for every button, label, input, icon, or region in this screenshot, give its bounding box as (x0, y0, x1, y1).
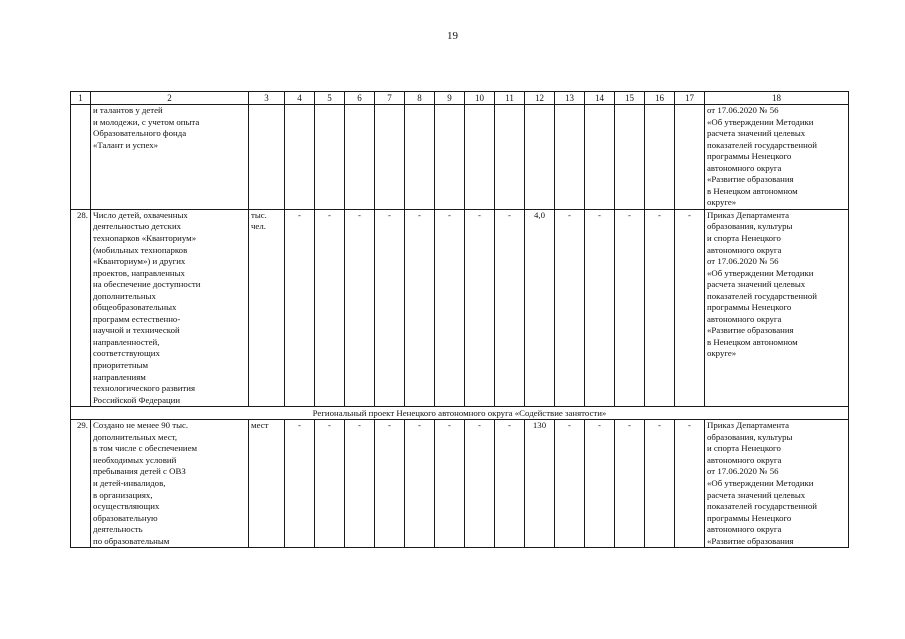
value-cell: - (435, 420, 465, 548)
value-cell (615, 105, 645, 210)
value-cell: - (315, 209, 345, 406)
column-header: 12 (525, 92, 555, 105)
source-document: Приказ Департамента образования, культуры и спорта Ненецкого автономного округа от 17.06.2020 № 56 «Об утверждении Методики расчета значений целевых показателей государственной программы Ненецкого автономного округа «Развитие образования (705, 420, 849, 548)
value-cell: - (285, 420, 315, 548)
value-cell: - (405, 420, 435, 548)
value-cell: - (495, 420, 525, 548)
value-cell (495, 105, 525, 210)
value-cell: - (435, 209, 465, 406)
table-row (71, 420, 849, 548)
value-cell: - (645, 420, 675, 548)
header-row (71, 92, 849, 105)
value-cell (435, 105, 465, 210)
value-cell: - (345, 420, 375, 548)
value-cell (405, 105, 435, 210)
indicators-table (70, 91, 849, 548)
value-cell: - (555, 209, 585, 406)
value-cell: - (645, 209, 675, 406)
value-cell: - (495, 209, 525, 406)
table-row (71, 105, 849, 210)
column-header: 14 (585, 92, 615, 105)
value-cell: - (675, 420, 705, 548)
unit-cell (249, 105, 285, 210)
column-header: 15 (615, 92, 645, 105)
value-cell: - (315, 420, 345, 548)
value-cell (645, 105, 675, 210)
value-cell (315, 105, 345, 210)
column-header: 13 (555, 92, 585, 105)
column-header: 17 (675, 92, 705, 105)
section-row (71, 407, 849, 420)
value-cell: 4,0 (525, 209, 555, 406)
indicator-description: и талантов у детей и молодежи, с учетом опыта Образовательного фонда «Талант и успех» (91, 105, 249, 210)
value-cell: 130 (525, 420, 555, 548)
section-title: Региональный проект Ненецкого автономного округа «Содействие занятости» (71, 407, 849, 420)
column-header: 9 (435, 92, 465, 105)
value-cell: - (405, 209, 435, 406)
value-cell: - (615, 420, 645, 548)
value-cell (585, 105, 615, 210)
value-cell: - (285, 209, 315, 406)
value-cell (555, 105, 585, 210)
row-number: 29. (71, 420, 91, 548)
value-cell: - (615, 209, 645, 406)
value-cell (675, 105, 705, 210)
table-row (71, 209, 849, 406)
value-cell: - (585, 209, 615, 406)
column-header: 2 (91, 92, 249, 105)
value-cell (375, 105, 405, 210)
value-cell: - (585, 420, 615, 548)
column-header: 7 (375, 92, 405, 105)
source-document: от 17.06.2020 № 56 «Об утверждении Методики расчета значений целевых показателей государственной программы Ненецкого автономного округа «Развитие образования в Ненецком автономном округе» (705, 105, 849, 210)
column-header: 6 (345, 92, 375, 105)
column-header: 5 (315, 92, 345, 105)
value-cell: - (345, 209, 375, 406)
value-cell (465, 105, 495, 210)
value-cell: - (375, 209, 405, 406)
unit-cell: тыс. чел. (249, 209, 285, 406)
value-cell: - (465, 209, 495, 406)
column-header: 1 (71, 92, 91, 105)
value-cell (525, 105, 555, 210)
value-cell (285, 105, 315, 210)
page-number: 19 (447, 30, 458, 42)
unit-cell: мест (249, 420, 285, 548)
value-cell: - (375, 420, 405, 548)
source-document: Приказ Департамента образования, культуры и спорта Ненецкого автономного округа от 17.06.2020 № 56 «Об утверждении Методики расчета значений целевых показателей государственной программы Ненецкого автономного округа «Развитие образования в Ненецком автономном округе» (705, 209, 849, 406)
value-cell (345, 105, 375, 210)
row-number (71, 105, 91, 210)
column-header: 16 (645, 92, 675, 105)
value-cell: - (555, 420, 585, 548)
column-header: 8 (405, 92, 435, 105)
column-header: 10 (465, 92, 495, 105)
indicator-description: Число детей, охваченных деятельностью детских технопарков «Кванториум» (мобильных технопарков «Кванториум») и других проектов, направленных на обеспечение доступности дополнительных общеобразовательных программ естественно- научной и технической направленностей, соответствующих приоритетным направлениям технологического развития Российской Федерации (91, 209, 249, 406)
column-header: 3 (249, 92, 285, 105)
row-number: 28. (71, 209, 91, 406)
value-cell: - (675, 209, 705, 406)
value-cell: - (465, 420, 495, 548)
column-header: 11 (495, 92, 525, 105)
column-header: 18 (705, 92, 849, 105)
indicator-description: Создано не менее 90 тыс. дополнительных мест, в том числе с обеспечением необходимых условий пребывания детей с ОВЗ и детей-инвалидов, в организациях, осуществляющих образовательную деятельность по образовательным (91, 420, 249, 548)
column-header: 4 (285, 92, 315, 105)
